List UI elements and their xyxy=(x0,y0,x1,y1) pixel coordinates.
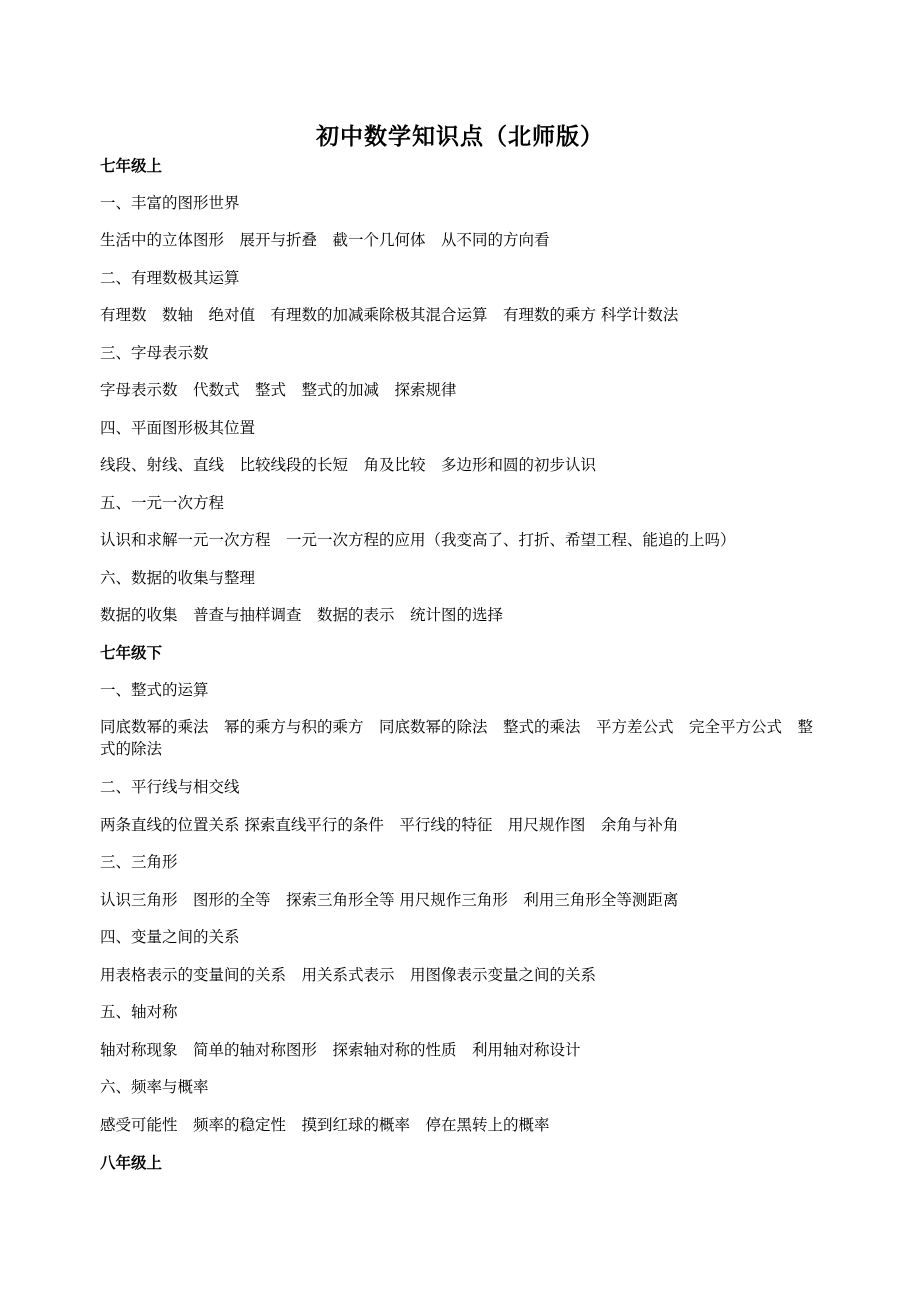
chapter-topics: 有理数 数轴 绝对值 有理数的加减乘除极其混合运算 有理数的乘方 科学计数法 xyxy=(100,306,679,324)
grade-heading: 七年级下 xyxy=(100,644,163,662)
chapter-heading: 五、轴对称 xyxy=(100,1003,178,1021)
chapter-heading: 三、三角形 xyxy=(100,853,178,871)
chapter-topics: 生活中的立体图形 展开与折叠 截一个几何体 从不同的方向看 xyxy=(100,231,550,249)
chapter-topics: 轴对称现象 简单的轴对称图形 探索轴对称的性质 利用轴对称设计 xyxy=(100,1041,581,1059)
chapter-topics: 线段、射线、直线 比较线段的长短 角及比较 多边形和圆的初步认识 xyxy=(100,456,597,474)
chapter-heading: 一、丰富的图形世界 xyxy=(100,194,240,212)
chapter-topics: 认识和求解一元一次方程 一元一次方程的应用（我变高了、打折、希望工程、能追的上吗） xyxy=(100,531,736,549)
chapter-topics: 字母表示数 代数式 整式 整式的加减 探索规律 xyxy=(100,381,457,399)
chapter-topics: 感受可能性 频率的稳定性 摸到红球的概率 停在黑转上的概率 xyxy=(100,1116,550,1134)
chapter-heading: 四、变量之间的关系 xyxy=(100,928,240,946)
chapter-topics: 两条直线的位置关系 探索直线平行的条件 平行线的特征 用尺规作图 余角与补角 xyxy=(100,816,679,834)
grade-heading: 七年级上 xyxy=(100,157,163,175)
chapter-heading: 四、平面图形极其位置 xyxy=(100,419,256,437)
chapter-heading: 五、一元一次方程 xyxy=(100,494,225,512)
chapter-heading: 一、整式的运算 xyxy=(100,681,209,699)
grade-heading: 八年级上 xyxy=(100,1154,163,1172)
chapter-topics: 认识三角形 图形的全等 探索三角形全等 用尺规作三角形 利用三角形全等测距离 xyxy=(100,891,679,909)
chapter-topics: 用表格表示的变量间的关系 用关系式表示 用图像表示变量之间的关系 xyxy=(100,966,597,984)
chapter-heading: 三、字母表示数 xyxy=(100,344,209,362)
chapter-heading: 二、平行线与相交线 xyxy=(100,778,240,796)
document-title: 初中数学知识点（北师版） xyxy=(316,124,604,150)
chapter-topics: 数据的收集 普查与抽样调查 数据的表示 统计图的选择 xyxy=(100,606,504,624)
chapter-topics: 同底数幂的乘法 幂的乘方与积的乘方 同底数幂的除法 整式的乘法 平方差公式 完全平方公式 整式的除法 xyxy=(100,718,814,758)
chapter-heading: 六、数据的收集与整理 xyxy=(100,569,256,587)
chapter-heading: 二、有理数极其运算 xyxy=(100,269,240,287)
chapter-heading: 六、频率与概率 xyxy=(100,1078,209,1096)
